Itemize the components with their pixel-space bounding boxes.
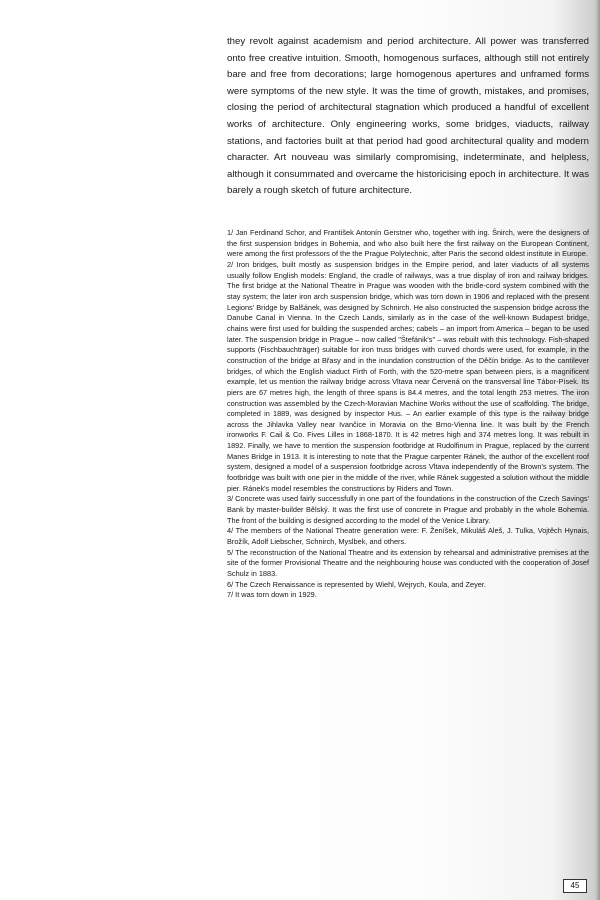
footnote-7: 7/ It was torn down in 1929. [227,590,317,600]
footnote-1: 1/ Jan Ferdinand Schor, and František Antonín Gerstner who, together with ing. Šnirch, were the designers of the first suspension bridges in Bohemia, and who also built here the first railway on the European Continent, were among the first professors of the the Prague Polytechnic, after Paris the second oldest institute in Europe. [227,228,589,259]
footnote-5: 5/ The reconstruction of the National Theatre and its extension by rehearsal and administrative premises at the site of the former Provisional Theatre and the neighbouring house was conducted with the cooperation of Josef Schulz in 1883. [227,547,589,578]
page-edge-shadow [596,0,600,900]
body-paragraph: they revolt against academism and period architecture. All power was transferred onto free creative intuition. Smooth, homogenous surfaces, although still not entirely bare and free from decorations; large homogenous apertures and unframed forms were symptoms of the new style. It was the time of growth, mistakes, and promises, closing the period of architectural stagnation which produced a handful of excellent works of architecture. Only engineering works, some bridges, viaducts, railway stations, and factories built at that period had good architectural quality and modern character. Art nouveau was similarly compromising, indeterminate, and helpless, although it consummated and overcame the historicising epoch in architecture. It was barely a rough sketch of future architecture. [227,36,589,197]
footnote-6: 6/ The Czech Renaissance is represented by Wiehl, Wejrych, Koula, and Zeyer. [227,579,486,589]
footnotes-list [227,228,589,601]
page-number: 45 [563,879,587,893]
footnote-2: 2/ Iron bridges, built mostly as suspension bridges in the Empire period, and later viaducts of all systems usually follow English models: England, the cradle of railways, was a true display of iron and railway bridges. The first bridge at the National Theatre in Prague was wooden with the bridle-cord system combined with the stay system; the later iron arch suspension bridge, which was torn down in 1906 and replaced with the present Legions' Bridge by Balšánek, was designed by Schnirch. He also constructed the suspension bridge across the Danube Canal in Vienna. In the Czech Lands, similarly as in the case of the well-known Budapest bridge, chains were first used for building the suspended arches; cabels – an import from America – began to be used later. The suspension bridge in Prague – now called "Štefánik's" – was rebuilt with this technology. Fish-shaped supports (Fischbauchträger) suitable for iron truss bridges with curved chords were used, for example, in the construction of the bridge at Břasy and in the inundation construction of the Děčín bridge. As to the cantilever bridges, of which the English viaduct Firth of Forth, with the 520-metre span between piers, is a magnificent example, let us mention the railway bridge across Vltava near Červená on the transversal line Tábor-Písek. Its piers are 67 metres high, the length of three spans is 84.4 metres, and the total length 253 metres. The iron construction was assembled by the Czech-Moravian Machine Works without the use of scaffolding. The bridge, completed in 1889, was designed by inspector Hus. – An earlier example of this type is the railway bridge across the Jihlavka Valley near Ivančice in Moravia on the Brno-Vienna line. It was built by the French ironworks F. Cail & Co. Fives Lilles in 1868-1870. It is 42 metres high and 374 metres long. It was rebuilt in 1892. Finally, we have to mention the suspension footbridge at Rudolfinum in Prague, replaced by the current Manes Bridge in 1913. It is interesting to note that the Prague carpenter Ránek, the author of the excellent roof system, designed a model of a suspension footbridge across Vltava independently of the Brown's system. The footbridge was built with one pier in the middle of the river, while Ránek suggested a solution without the middle pier. Ránek's model resembles the constructions by Riders and Town. [227,259,589,493]
footnote-3: 3/ Concrete was used fairly successfully in one part of the foundations in the construction of the Czech Savings' Bank by master-builder Bělský. It was the first use of concrete in Prague and probably in the whole Bohemia. The front of the building is designed according to the model of the Venice Library. [227,494,589,525]
footnote-4: 4/ The members of the National Theatre generation were: F. Ženíšek, Mikuláš Aleš, J. Tulka, Vojtěch Hynais, Brožík, Adolf Liebscher, Schnirch, Myslbek, and others. [227,526,589,547]
